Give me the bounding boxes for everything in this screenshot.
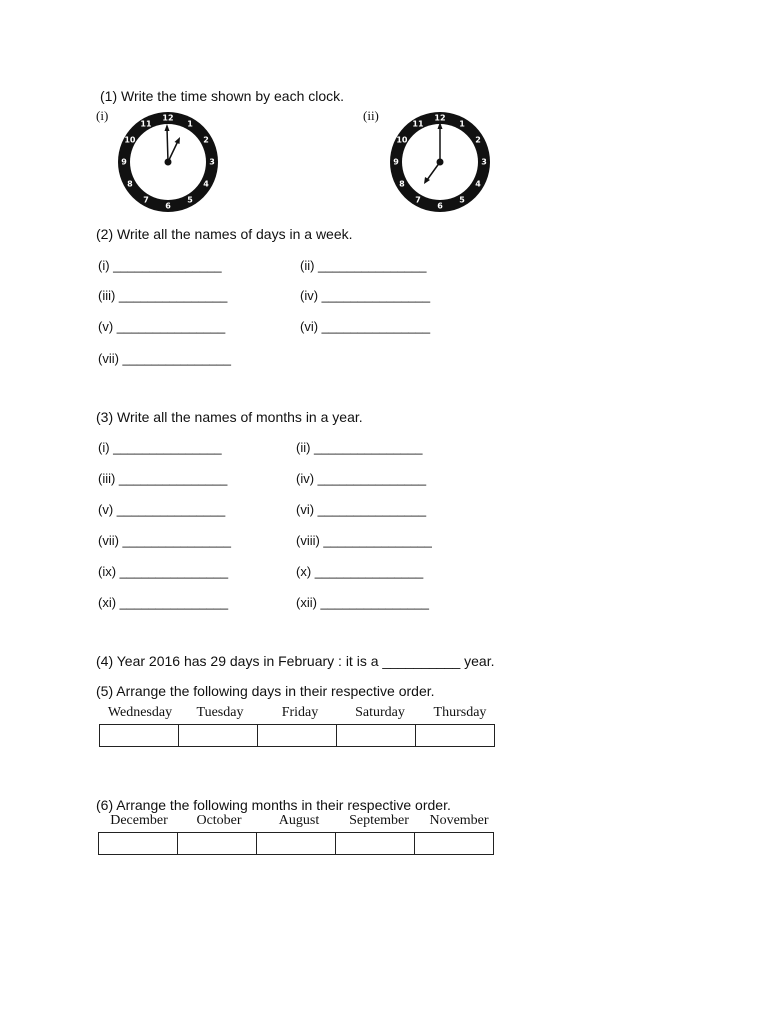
question-4-text: (4) Year 2016 has 29 days in February : it is a __________ year. [96, 653, 495, 669]
clock-2-numeral-12: 12 [434, 113, 446, 123]
question-2-title: (2) Write all the names of days in a week. [96, 226, 353, 242]
month-item: December [110, 813, 168, 828]
month-answer-8[interactable]: (viii) _______________ [296, 533, 432, 548]
months-order-table [98, 832, 494, 855]
months-order-cell[interactable] [99, 833, 178, 855]
question-1-title: (1) Write the time shown by each clock. [100, 88, 345, 104]
day-item: Thursday [433, 705, 487, 720]
clock-1-numeral-9: 9 [121, 157, 127, 167]
clock-1-numeral-10: 10 [124, 135, 136, 145]
month-answer-12[interactable]: (xii) _______________ [296, 595, 429, 610]
day-item: Tuesday [196, 705, 244, 720]
days-order-cell[interactable] [258, 725, 337, 747]
month-answer-1[interactable]: (i) _______________ [98, 440, 222, 455]
clock-2-numeral-4: 4 [475, 179, 481, 189]
clock-1-numeral-12: 12 [162, 113, 174, 123]
clock-2-numeral-5: 5 [459, 195, 465, 205]
days-to-order [100, 705, 500, 721]
clock-1-minute-hand [167, 128, 168, 162]
clock-2-numeral-11: 11 [412, 119, 424, 129]
clock-1-center [165, 159, 172, 166]
question-5-title: (5) Arrange the following days in their respective order. [96, 683, 435, 699]
month-answer-6[interactable]: (vi) _______________ [296, 502, 427, 517]
clock-2-numeral-7: 7 [415, 195, 421, 205]
month-answer-9[interactable]: (ix) _______________ [98, 564, 229, 579]
month-item: August [278, 813, 320, 828]
month-answer-10[interactable]: (x) _______________ [296, 564, 424, 579]
question-6-title: (6) Arrange the following months in their respective order. [96, 797, 451, 813]
clock-1-numeral-8: 8 [127, 179, 133, 189]
clock-2-label: (ii) [363, 108, 379, 123]
day-item: Friday [281, 705, 319, 720]
clock-2 [388, 110, 492, 214]
months-order-cell[interactable] [178, 833, 257, 855]
clock-2-numeral-8: 8 [399, 179, 405, 189]
day-answer-4[interactable]: (iv) _______________ [300, 288, 431, 303]
month-answer-4[interactable]: (iv) _______________ [296, 471, 427, 486]
day-answer-3[interactable]: (iii) _______________ [98, 288, 228, 303]
days-order-cell[interactable] [100, 725, 179, 747]
months-order-cell[interactable] [257, 833, 336, 855]
clock-2-numeral-2: 2 [475, 135, 481, 145]
clock-1-numeral-3: 3 [209, 157, 215, 167]
clock-2-center [437, 159, 444, 166]
clock-1 [116, 110, 220, 214]
month-answer-7[interactable]: (vii) _______________ [98, 533, 231, 548]
clock-1-numeral-11: 11 [140, 119, 152, 129]
clock-1-numeral-2: 2 [203, 135, 209, 145]
clock-2-numeral-3: 3 [481, 157, 487, 167]
clock-1-numeral-1: 1 [187, 119, 193, 129]
day-answer-1[interactable]: (i) _______________ [98, 258, 222, 273]
days-order-cell[interactable] [337, 725, 416, 747]
day-item: Wednesday [107, 705, 173, 720]
day-answer-2[interactable]: (ii) _______________ [300, 258, 427, 273]
days-order-cell[interactable] [179, 725, 258, 747]
month-answer-11[interactable]: (xi) _______________ [98, 595, 229, 610]
clock-2-numeral-10: 10 [396, 135, 408, 145]
month-item: October [196, 813, 242, 828]
clock-2-numeral-1: 1 [459, 119, 465, 129]
month-item: November [429, 813, 489, 828]
month-item: September [349, 813, 409, 828]
day-answer-6[interactable]: (vi) _______________ [300, 319, 431, 334]
clock-1-numeral-4: 4 [203, 179, 209, 189]
clock-1-numeral-5: 5 [187, 195, 193, 205]
months-order-cell[interactable] [415, 833, 494, 855]
day-item: Saturday [355, 705, 405, 720]
clock-2-numeral-9: 9 [393, 157, 399, 167]
months-to-order [99, 813, 499, 829]
clock-1-label: (i) [96, 108, 109, 123]
days-order-table [99, 724, 495, 747]
month-answer-2[interactable]: (ii) _______________ [296, 440, 423, 455]
clock-2-numeral-6: 6 [437, 201, 443, 211]
day-answer-7[interactable]: (vii) _______________ [98, 351, 231, 366]
month-answer-5[interactable]: (v) _______________ [98, 502, 226, 517]
days-order-cell[interactable] [416, 725, 495, 747]
month-answer-3[interactable]: (iii) _______________ [98, 471, 228, 486]
question-3-title: (3) Write all the names of months in a year. [96, 409, 363, 425]
months-order-cell[interactable] [336, 833, 415, 855]
day-answer-5[interactable]: (v) _______________ [98, 319, 226, 334]
clock-1-numeral-6: 6 [165, 201, 171, 211]
clock-1-numeral-7: 7 [143, 195, 149, 205]
